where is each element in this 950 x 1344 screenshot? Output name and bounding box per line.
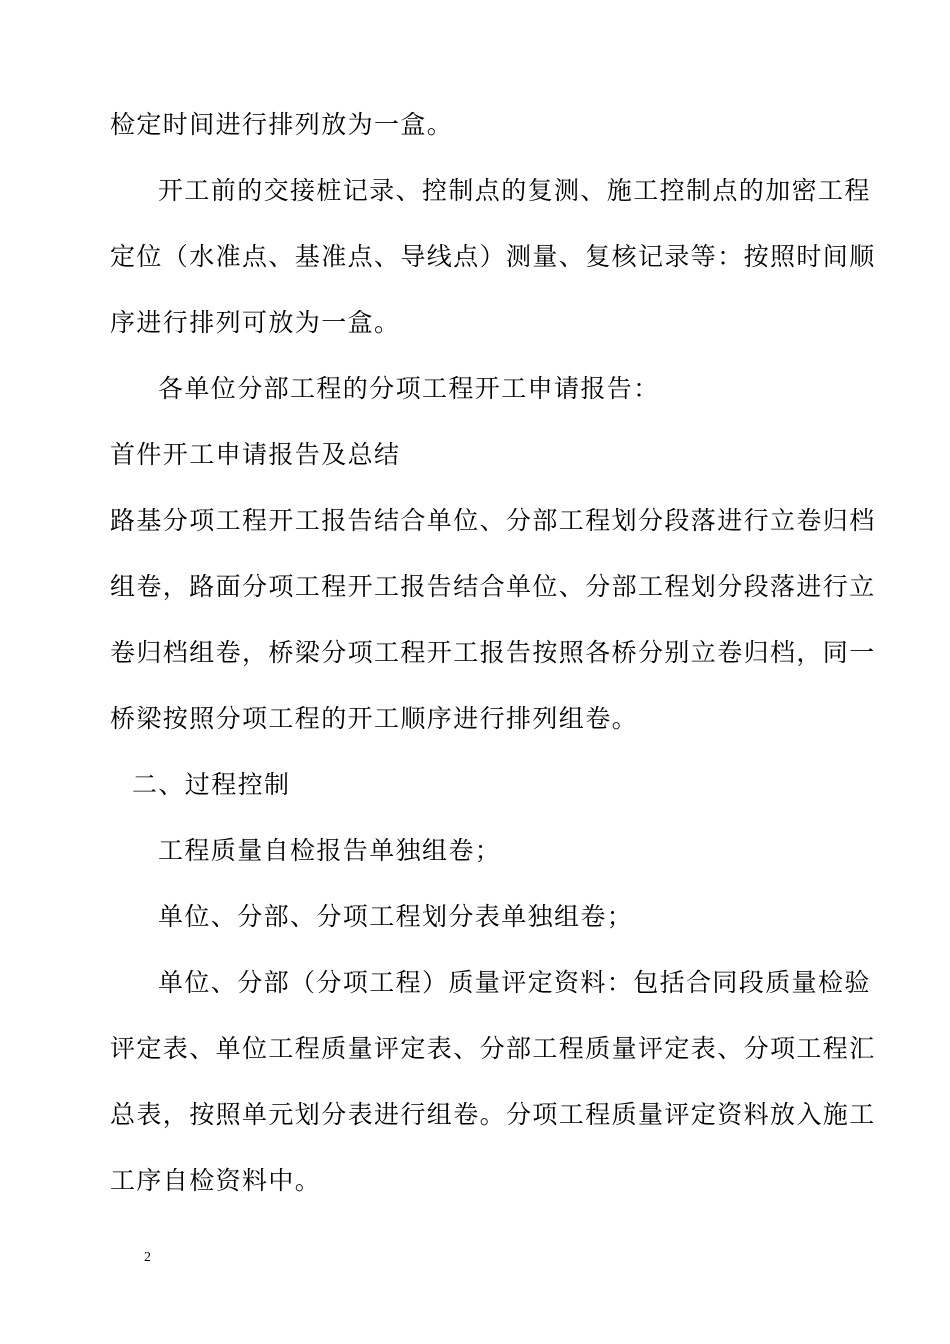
text-line-2: 开工前的交接桩记录、控制点的复测、施工控制点的加密工程	[158, 176, 871, 205]
text-line-17: 工序自检资料中。	[110, 1166, 322, 1195]
text-line-13: 单位、分部、分项工程划分表单独组卷；	[158, 902, 634, 931]
text-line-10: 桥梁按照分项工程的开工顺序进行排列组卷。	[110, 704, 639, 733]
text-line-1: 检定时间进行排列放为一盒。	[110, 110, 454, 139]
text-line-12: 工程质量自检报告单独组卷；	[158, 836, 502, 865]
section-heading: 二、过程控制	[132, 770, 291, 799]
text-line-6: 首件开工申请报告及总结	[110, 440, 401, 469]
text-line-5: 各单位分部工程的分项工程开工申请报告：	[158, 374, 660, 403]
text-line-16: 总表，按照单元划分表进行组卷。分项工程质量评定资料放入施工	[110, 1100, 876, 1129]
text-line-4: 序进行排列可放为一盒。	[110, 308, 401, 337]
text-line-15: 评定表、单位工程质量评定表、分部工程质量评定表、分项工程汇	[110, 1034, 876, 1063]
text-line-3: 定位（水准点、基准点、导线点）测量、复核记录等：按照时间顺	[110, 242, 876, 271]
page-number: 2	[144, 1250, 151, 1265]
text-line-8: 组卷，路面分项工程开工报告结合单位、分部工程划分段落进行立	[110, 572, 876, 601]
text-line-7: 路基分项工程开工报告结合单位、分部工程划分段落进行立卷归档	[110, 506, 876, 535]
text-line-14: 单位、分部（分项工程）质量评定资料：包括合同段质量检验	[158, 968, 871, 997]
text-line-9: 卷归档组卷，桥梁分项工程开工报告按照各桥分别立卷归档，同一	[110, 638, 876, 667]
